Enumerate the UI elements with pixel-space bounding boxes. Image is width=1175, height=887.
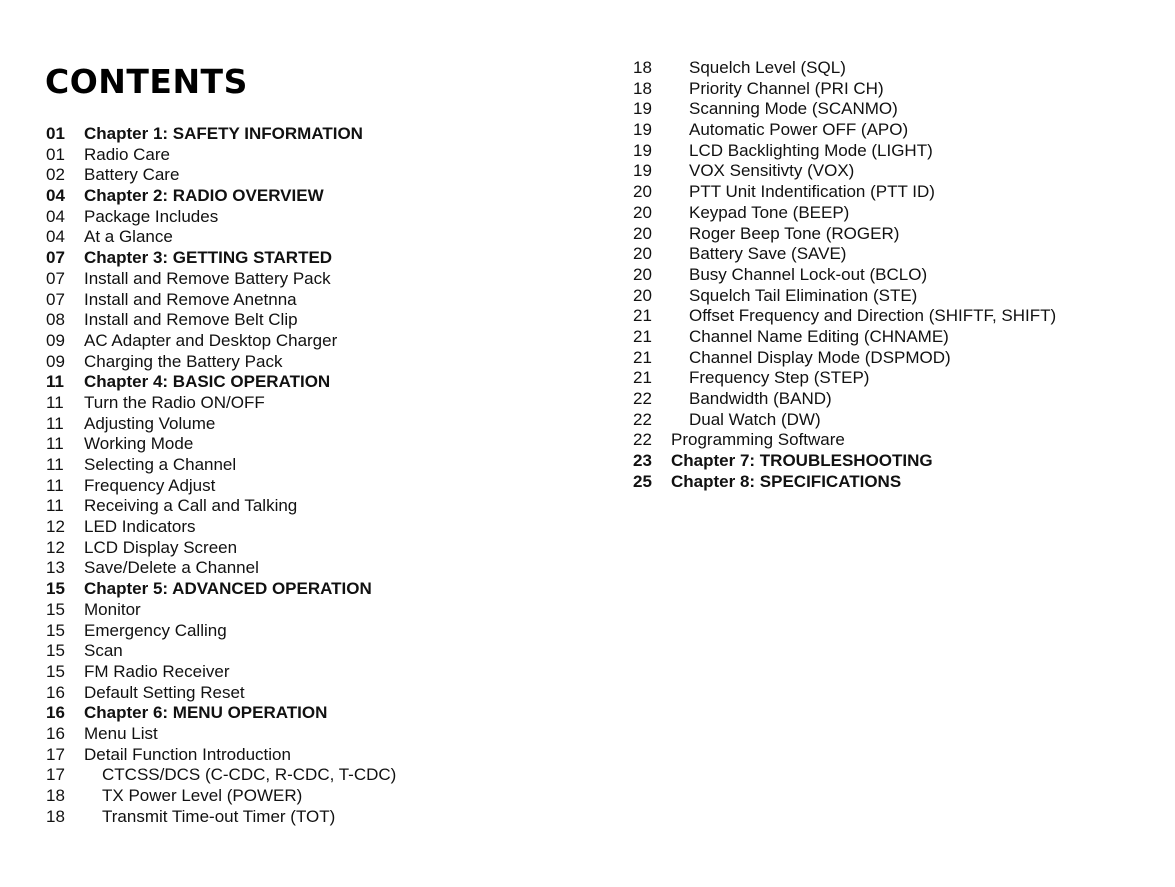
- toc-entry-title: Scan: [84, 641, 123, 661]
- toc-left-column: [46, 124, 566, 827]
- toc-entry-title: Channel Display Mode (DSPMOD): [689, 347, 951, 367]
- toc-entry-title: VOX Sensitivty (VOX): [689, 161, 855, 181]
- toc-entry: [46, 290, 566, 311]
- toc-entry-title: Battery Save (SAVE): [689, 244, 847, 264]
- toc-entry-title: Install and Remove Battery Pack: [84, 268, 331, 288]
- toc-page-number: 07: [46, 248, 65, 268]
- toc-entry: [46, 786, 566, 807]
- toc-page-number: 11: [46, 434, 64, 454]
- toc-entry-title: AC Adapter and Desktop Charger: [84, 330, 338, 350]
- toc-entry-title: Working Mode: [84, 434, 194, 454]
- toc-page-number: 22: [633, 430, 652, 450]
- toc-entry: [46, 724, 566, 745]
- toc-chapter-entry: [633, 451, 1163, 472]
- toc-page-number: 09: [46, 351, 65, 371]
- toc-page-number: 25: [633, 471, 652, 491]
- toc-page-number: 02: [46, 165, 65, 185]
- toc-entry-title: Emergency Calling: [84, 620, 227, 640]
- toc-entry-title: Chapter 3: GETTING STARTED: [84, 248, 333, 268]
- toc-page-number: 08: [46, 310, 65, 330]
- toc-page-number: 18: [633, 58, 652, 77]
- toc-page-number: 07: [46, 268, 65, 288]
- toc-page-number: 15: [46, 599, 65, 619]
- toc-entry: [46, 455, 566, 476]
- toc-entry: [46, 538, 566, 559]
- toc-page-number: 07: [46, 289, 65, 309]
- toc-entry: [633, 348, 1163, 369]
- toc-entry: [46, 352, 566, 373]
- toc-page-number: 19: [633, 99, 652, 119]
- toc-entry: [46, 517, 566, 538]
- toc-entry-title: Squelch Tail Elimination (STE): [689, 285, 918, 305]
- toc-entry: [633, 286, 1163, 307]
- toc-entry: [633, 265, 1163, 286]
- toc-page-number: 19: [633, 161, 652, 181]
- page-title: CONTENTS: [45, 62, 248, 101]
- toc-page-number: 16: [46, 682, 65, 702]
- toc-entry: [46, 662, 566, 683]
- toc-entry: [633, 182, 1163, 203]
- toc-entry-title: Chapter 5: ADVANCED OPERATION: [84, 579, 372, 599]
- toc-entry-title: CTCSS/DCS (C-CDC, R-CDC, T-CDC): [102, 765, 397, 785]
- toc-entry-title: Package Includes: [84, 206, 219, 226]
- toc-page-number: 11: [46, 475, 64, 495]
- toc-page-number: 16: [46, 723, 65, 743]
- toc-entry-title: Frequency Adjust: [84, 475, 216, 495]
- toc-entry-title: Scanning Mode (SCANMO): [689, 99, 898, 119]
- toc-entry-title: Save/Delete a Channel: [84, 558, 259, 578]
- toc-entry-title: Chapter 2: RADIO OVERVIEW: [84, 186, 324, 206]
- toc-entry: [46, 558, 566, 579]
- toc-entry: [633, 306, 1163, 327]
- toc-entry-title: Turn the Radio ON/OFF: [84, 392, 265, 412]
- toc-entry: [46, 765, 566, 786]
- toc-entry: [46, 641, 566, 662]
- toc-entry: [46, 310, 566, 331]
- toc-entry-title: Roger Beep Tone (ROGER): [689, 223, 900, 243]
- toc-entry-title: Transmit Time-out Timer (TOT): [102, 806, 336, 826]
- toc-entry: [633, 389, 1163, 410]
- toc-page-number: 12: [46, 537, 65, 557]
- toc-entry: [633, 141, 1163, 162]
- toc-entry-title: Battery Care: [84, 165, 180, 185]
- toc-entry-title: Chapter 1: SAFETY INFORMATION: [84, 124, 363, 143]
- toc-entry: [46, 807, 566, 828]
- toc-page-number: 12: [46, 517, 65, 537]
- toc-entry: [46, 414, 566, 435]
- toc-entry: [633, 368, 1163, 389]
- toc-chapter-entry: [46, 703, 566, 724]
- toc-entry-title: Chapter 7: TROUBLESHOOTING: [671, 451, 933, 471]
- toc-page-number: 04: [46, 206, 65, 226]
- toc-entry-title: Charging the Battery Pack: [84, 351, 283, 371]
- toc-entry: [46, 476, 566, 497]
- toc-page-number: 11: [46, 455, 64, 474]
- toc-page-number: 21: [633, 368, 652, 388]
- toc-page-number: 15: [46, 620, 65, 640]
- toc-entry: [633, 161, 1163, 182]
- toc-page-number: 11: [46, 413, 64, 433]
- toc-page-number: 18: [633, 78, 652, 98]
- toc-page-number: 20: [633, 223, 652, 243]
- toc-page-number: 19: [633, 120, 652, 140]
- toc-entry-title: Channel Name Editing (CHNAME): [689, 326, 949, 346]
- toc-entry: [46, 145, 566, 166]
- toc-entry-title: LCD Display Screen: [84, 537, 238, 557]
- toc-entry-title: Busy Channel Lock-out (BCLO): [689, 264, 928, 284]
- toc-entry: [46, 745, 566, 766]
- toc-page-number: 22: [633, 389, 652, 408]
- toc-page-number: 21: [633, 347, 652, 367]
- toc-entry: [633, 327, 1163, 348]
- toc-page-number: 21: [633, 306, 652, 326]
- toc-page-number: 04: [46, 227, 65, 247]
- toc-page-number: 15: [46, 579, 65, 599]
- toc-entry-title: Receiving a Call and Talking: [84, 496, 298, 516]
- toc-entry-title: Frequency Step (STEP): [689, 368, 870, 388]
- toc-page-number: 09: [46, 330, 65, 350]
- toc-page-number: 11: [46, 496, 64, 516]
- toc-page-number: 15: [46, 641, 65, 661]
- toc-page-number: 11: [46, 372, 64, 392]
- toc-entry-title: Install and Remove Anetnna: [84, 289, 297, 309]
- toc-entry-title: Install and Remove Belt Clip: [84, 310, 298, 330]
- toc-page-number: 17: [46, 744, 65, 764]
- toc-chapter-entry: [46, 579, 566, 600]
- toc-page-number: 15: [46, 661, 65, 681]
- toc-chapter-entry: [46, 248, 566, 269]
- toc-entry-title: Selecting a Channel: [84, 455, 237, 474]
- toc-entry-title: Monitor: [84, 599, 141, 619]
- toc-entry-title: PTT Unit Indentification (PTT ID): [689, 182, 935, 202]
- toc-entry-title: Bandwidth (BAND): [689, 389, 832, 408]
- toc-entry-title: FM Radio Receiver: [84, 661, 230, 681]
- toc-page-number: 21: [633, 326, 652, 346]
- toc-entry: [633, 99, 1163, 120]
- toc-right-column: [633, 58, 1163, 492]
- toc-entry-title: Adjusting Volume: [84, 413, 216, 433]
- toc-chapter-entry: [46, 372, 566, 393]
- toc-entry: [633, 58, 1163, 79]
- toc-entry-title: Offset Frequency and Direction (SHIFTF, SHIFT): [689, 306, 1057, 326]
- toc-entry: [46, 621, 566, 642]
- toc-entry-title: Squelch Level (SQL): [689, 58, 846, 77]
- toc-entry-title: LED Indicators: [84, 517, 196, 537]
- toc-page-number: 20: [633, 244, 652, 264]
- toc-entry-title: LCD Backlighting Mode (LIGHT): [689, 140, 933, 160]
- toc-entry-title: Programming Software: [671, 430, 845, 450]
- toc-page-number: 13: [46, 558, 65, 578]
- toc-entry: [46, 165, 566, 186]
- toc-entry: [633, 244, 1163, 265]
- toc-entry-title: TX Power Level (POWER): [102, 786, 303, 805]
- toc-page-number: 20: [633, 285, 652, 305]
- toc-chapter-entry: [46, 186, 566, 207]
- toc-entry: [46, 227, 566, 248]
- toc-page-number: 20: [633, 264, 652, 284]
- toc-entry-title: Chapter 4: BASIC OPERATION: [84, 372, 331, 392]
- toc-entry: [46, 496, 566, 517]
- toc-page-number: 18: [46, 806, 65, 826]
- toc-entry: [633, 120, 1163, 141]
- toc-entry-title: At a Glance: [84, 227, 173, 247]
- toc-entry-title: Default Setting Reset: [84, 682, 245, 702]
- toc-page-number: 01: [46, 124, 65, 143]
- toc-page-number: 18: [46, 786, 65, 805]
- toc-entry: [46, 207, 566, 228]
- toc-entry: [633, 203, 1163, 224]
- toc-entry: [46, 600, 566, 621]
- toc-page-number: 16: [46, 703, 65, 723]
- toc-page-number: 01: [46, 144, 65, 164]
- toc-entry-title: Keypad Tone (BEEP): [689, 202, 850, 222]
- toc-entry: [46, 393, 566, 414]
- toc-page-number: 20: [633, 202, 652, 222]
- toc-page-number: 23: [633, 451, 652, 471]
- toc-page-number: 22: [633, 409, 652, 429]
- toc-page-number: 19: [633, 140, 652, 160]
- toc-entry: [633, 410, 1163, 431]
- toc-entry-title: Menu List: [84, 723, 158, 743]
- toc-entry-title: Priority Channel (PRI CH): [689, 78, 884, 98]
- toc-page-number: 20: [633, 182, 652, 202]
- toc-chapter-entry: [633, 472, 1163, 493]
- toc-entry-title: Chapter 6: MENU OPERATION: [84, 703, 328, 723]
- toc-entry: [46, 683, 566, 704]
- toc-entry: [46, 434, 566, 455]
- toc-page-number: 04: [46, 186, 65, 206]
- toc-chapter-entry: [46, 124, 566, 145]
- toc-entry-title: Detail Function Introduction: [84, 744, 291, 764]
- toc-entry-title: Dual Watch (DW): [689, 409, 821, 429]
- toc-entry: [633, 79, 1163, 100]
- toc-entry: [633, 430, 1163, 451]
- toc-page-number: 17: [46, 765, 65, 785]
- toc-entry-title: Automatic Power OFF (APO): [689, 120, 909, 140]
- toc-entry-title: Chapter 8: SPECIFICATIONS: [671, 471, 902, 491]
- toc-entry-title: Radio Care: [84, 144, 170, 164]
- toc-entry: [46, 269, 566, 290]
- toc-page-number: 11: [46, 392, 64, 412]
- toc-entry: [633, 224, 1163, 245]
- toc-entry: [46, 331, 566, 352]
